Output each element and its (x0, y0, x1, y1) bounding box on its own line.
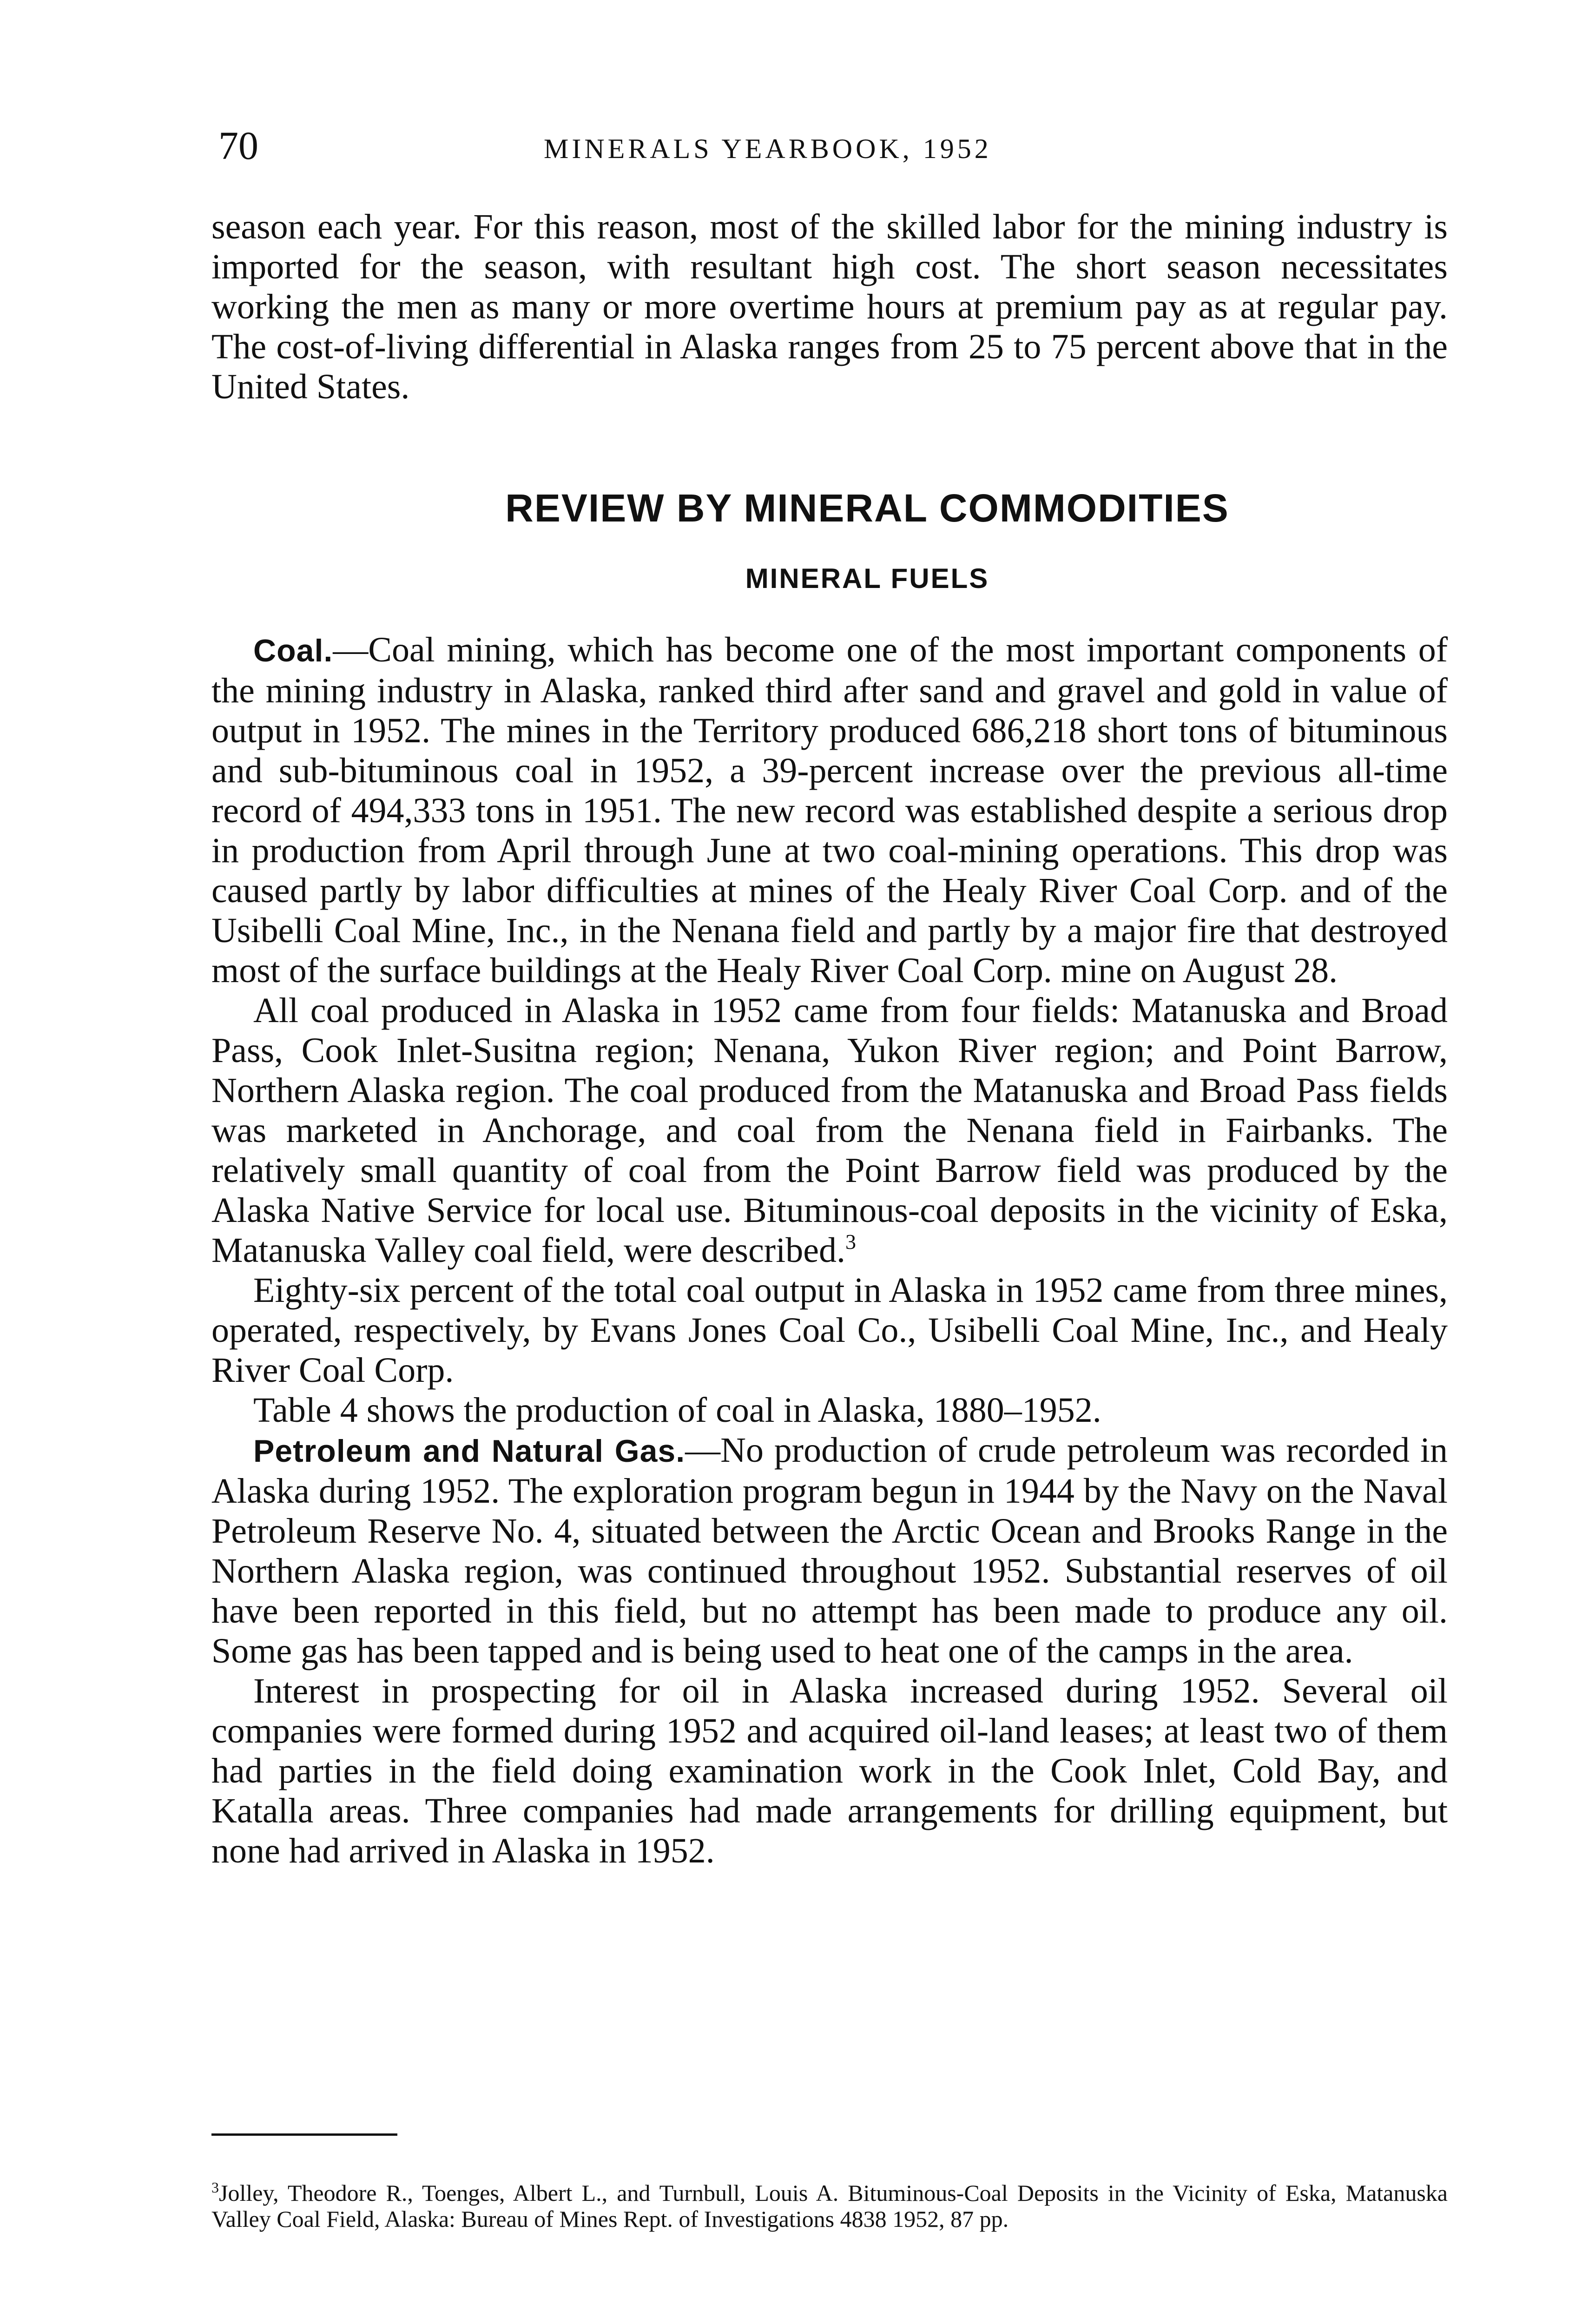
footnote-text: Jolley, Theodore R., Toenges, Albert L., and Turnbull, Louis A. Bituminous-Coal Deposits in the Vicinity of Eska, Matanuska Valley Coal Field, Alaska: Bureau of Mines Rept. of Investigations 4838 1952, 87 pp. (211, 2180, 1448, 2232)
coal-paragraph-3: Eighty-six percent of the total coal output in Alaska in 1952 came from three mines, operated, respectively, by Evans Jones Coal Co., Usibelli Coal Mine, Inc., and Healy River Coal Corp. (211, 1271, 1448, 1390)
coal-paragraph-1 (211, 630, 1448, 990)
coal-paragraph-1-text: —Coal mining, which has become one of the most important components of the mining industry in Alaska, ranked third after sand and gravel and gold in value of output in 1952. The mines in the Territory produced 686,218 short tons of bituminous and sub-bituminous coal in 1952, a 39-percent increase over the previous all-time record of 494,333 tons in 1951. The new record was established despite a serious drop in production from April through June at two coal-mining operations. This drop was caused partly by labor difficulties at mines of the Healy River Coal Corp. and of the Usibelli Coal Mine, Inc., in the Nenana field and partly by a major fire that destroyed most of the surface buildings at the Healy River Coal Corp. mine on August 28. (211, 630, 1448, 990)
intro-paragraph: season each year. For this reason, most of the skilled labor for the mining industry is imported for the season, with resultant high cost. The short season necessitates working the men as many or more overtime hours at premium pay as at regular pay. The cost-of-living differential in Alaska ranges from 25 to 75 percent above that in the United States. (211, 207, 1448, 406)
petroleum-paragraph-1-text: —No production of crude petroleum was recorded in Alaska during 1952. The exploration program begun in 1944 by the Navy on the Naval Petroleum Reserve No. 4, situated between the Arctic Ocean and Brooks Range in the Northern Alaska region, was continued throughout 1952. Substantial reserves of oil have been reported in this field, but no attempt has been made to produce any oil. Some gas has been tapped and is being used to heat one of the camps in the area. (211, 1431, 1448, 1670)
page-number: 70 (218, 123, 258, 168)
running-head (218, 125, 1450, 177)
coal-paragraph-2 (211, 990, 1448, 1270)
petroleum-paragraph-2: Interest in prospecting for oil in Alaska increased during 1952. Several oil companies were formed during 1952 and acquired oil-land leases; at least two of them had parties in the field doing examination work in the Cook Inlet, Cold Bay, and Katalla areas. Three companies had made arrangements for drilling equipment, but none had arrived in Alaska in 1952. (211, 1671, 1448, 1870)
running-title: MINERALS YEARBOOK, 1952 (544, 133, 992, 164)
intro-section (211, 207, 1448, 407)
coal-paragraph-2-text: All coal produced in Alaska in 1952 came from four fields: Matanuska and Broad Pass, Cook Inlet-Susitna region; Nenana, Yukon River region; and Point Barrow, Northern Alaska region. The coal produced from the Matanuska and Broad Pass fields was marketed in Anchorage, and coal from the Nenana field in Fairbanks. The relatively small quantity of coal from the Point Barrow field was produced by the Alaska Native Service for local use. Bituminous-coal deposits in the vicinity of Eska, Matanuska Valley coal field, were described. (211, 991, 1448, 1270)
coal-paragraph-4: Table 4 shows the production of coal in Alaska, 1880–1952. (253, 1391, 1101, 1430)
footnote-divider (211, 2133, 397, 2136)
footnote (211, 2180, 1448, 2232)
subsection-heading: MINERAL FUELS (745, 563, 989, 594)
footnote-reference: 3 (845, 1230, 856, 1254)
petroleum-run-in-heading: Petroleum and Natural Gas. (253, 1433, 685, 1469)
body-text (211, 630, 1448, 1871)
footnote-mark: 3 (211, 2179, 219, 2196)
petroleum-paragraph-1 (211, 1430, 1448, 1671)
section-heading: REVIEW BY MINERAL COMMODITIES (505, 486, 1229, 530)
coal-run-in-heading: Coal. (253, 633, 333, 668)
